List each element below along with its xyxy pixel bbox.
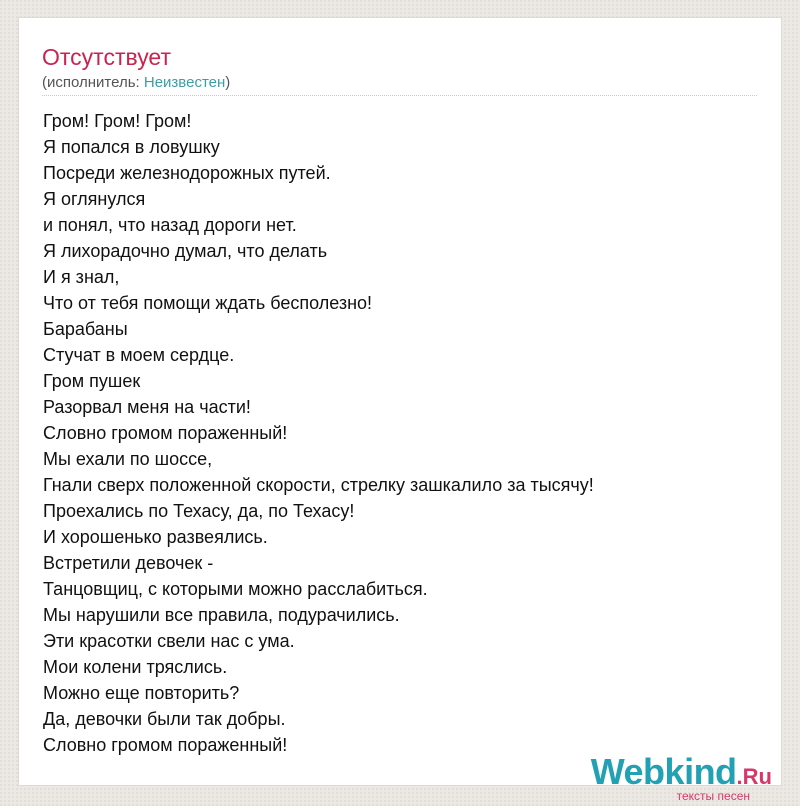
- lyric-line: Да, девочки были так добры.: [43, 709, 286, 729]
- lyric-line: Можно еще повторить?: [43, 683, 240, 703]
- lyric-line: Проехались по Техасу, да, по Техасу!: [43, 501, 355, 521]
- lyric-line: И я знал,: [43, 267, 120, 287]
- artist-suffix: ): [225, 74, 231, 91]
- lyric-line: Словно громом пораженный!: [43, 735, 288, 755]
- lyric-line: Я оглянулся: [43, 189, 146, 209]
- lyric-line: Встретили девочек -: [43, 553, 214, 573]
- lyric-line: Танцовщиц, с которыми можно расслабиться.: [43, 579, 428, 599]
- song-title: Отсутствует: [42, 44, 171, 70]
- divider: [42, 95, 757, 96]
- lyric-line: Посреди железнодорожных путей.: [43, 163, 331, 183]
- lyric-line: и понял, что назад дороги нет.: [43, 215, 297, 235]
- artist-prefix: (исполнитель:: [42, 74, 144, 91]
- lyric-line: Что от тебя помощи ждать бесполезно!: [43, 293, 373, 313]
- logo-main-text: Webkind: [590, 751, 737, 792]
- lyric-line: Мы нарушили все правила, подурачились.: [43, 605, 400, 625]
- lyrics-card: [18, 17, 782, 786]
- lyric-line: Гром пушек: [43, 371, 141, 391]
- lyric-line: Эти красотки свели нас с ума.: [43, 631, 295, 651]
- logo-tagline: тексты песен: [676, 789, 750, 803]
- artist-line: [42, 74, 230, 92]
- artist-link[interactable]: Неизвестен: [143, 74, 226, 91]
- lyric-line: Барабаны: [43, 319, 128, 339]
- lyric-line: Гнали сверх положенной скорости, стрелку зашкалило за тысячу!: [43, 475, 594, 495]
- webkind-logo[interactable]: [582, 752, 772, 804]
- lyric-line: Разорвал меня на части!: [43, 397, 251, 417]
- lyric-line: Я попался в ловушку: [43, 137, 220, 157]
- lyric-line: Мои колени тряслись.: [43, 657, 228, 677]
- lyric-line: Словно громом пораженный!: [43, 423, 288, 443]
- lyric-line: И хорошенько развеялись.: [43, 527, 268, 547]
- lyrics-list: [43, 108, 763, 758]
- lyric-line: Мы ехали по шоссе,: [43, 449, 213, 469]
- lyric-line: Гром! Гром! Гром!: [43, 111, 192, 131]
- logo-suffix: .Ru: [736, 764, 772, 789]
- lyric-line: Стучат в моем сердце.: [43, 345, 235, 365]
- lyric-line: Я лихорадочно думал, что делать: [43, 241, 328, 261]
